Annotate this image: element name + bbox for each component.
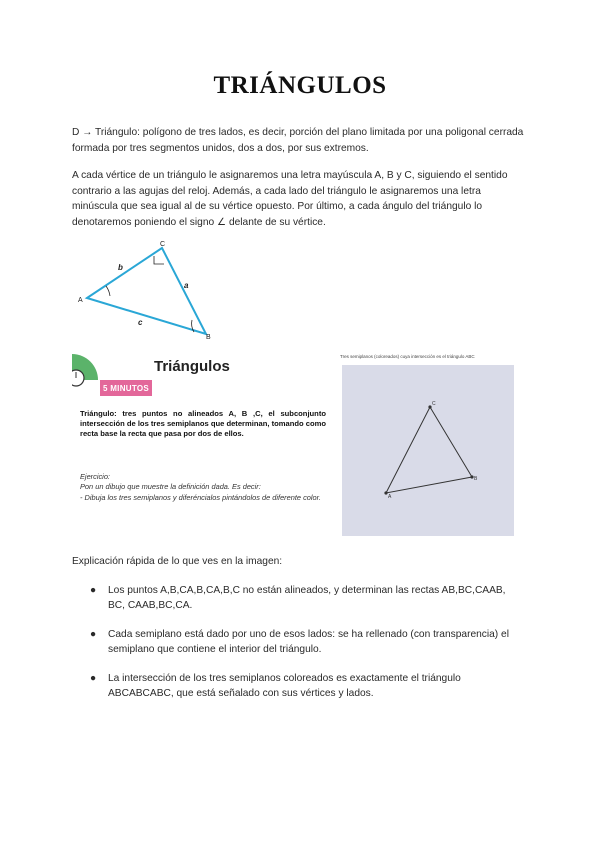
exercise-label: Ejercicio: (80, 472, 110, 481)
plane-vertex-c: C (432, 401, 436, 407)
plane-triangle (342, 365, 514, 536)
vertex-a: A (78, 297, 83, 304)
vertex-b: B (206, 334, 211, 340)
lesson-card (72, 352, 330, 534)
side-a: a (184, 281, 189, 290)
exercise-line-1: Pon un dibujo que muestre la definición dada. Es decir: (80, 482, 261, 492)
card-exercise (80, 472, 326, 503)
definition-paragraph: D → Triángulo: polígono de tres lados, es decir, porción del plano limitada por una poligonal cerrada formada por tres segmentos unidos, dos a dos, por sus extremos. (72, 127, 524, 154)
explanation-intro: Explicación rápida de lo que ves en la imagen: (72, 556, 283, 567)
plane-caption: Tres semiplanos (coloreados) cuya intersección es el triángulo ABC (340, 354, 475, 359)
triangle-diagram (72, 240, 222, 340)
time-badge: 5 MINUTOS (100, 380, 152, 396)
bullet-icon: ● (90, 629, 97, 640)
plane-vertex-a: A (388, 494, 392, 500)
list-item: ● La intersección de los tres semiplanos coloreados es exactamente el triángulo ABCABCABC, que está señalado con sus vértices y lados. (90, 673, 461, 699)
side-b: b (118, 263, 123, 272)
page-title: TRIÁNGULOS (213, 72, 387, 99)
timer-icon (72, 352, 102, 402)
angle-mark-a (106, 286, 110, 296)
list-item: ● Los puntos A,B,CA,B,CA,B,C no están alineados, y determinan las rectas AB,BC,CAAB, BC, CAAB,BC,CA. (90, 585, 506, 611)
list-item: ● Cada semiplano está dado por uno de esos lados: se ha rellenado (con transparencia) el semiplano que contiene el interior del triángulo. (90, 629, 509, 655)
exercise-line-2: - Dibuja los tres semiplanos y diferéncialos pintándolos de diferente color. (80, 492, 321, 502)
triangle-shape (87, 248, 206, 334)
plane-vertex-b: B (474, 476, 478, 482)
angle-mark-c (154, 256, 164, 264)
explanation-list (90, 583, 510, 715)
card-definition: Triángulo: tres puntos no alineados A, B ,C, el subconjunto intersección de los tres semiplanos que determinan, tomando como recta base la recta que pasa por dos de ellos. (80, 409, 327, 439)
bullet-icon: ● (90, 673, 97, 684)
card-title: Triángulos (154, 358, 230, 375)
side-c: c (138, 318, 143, 327)
notation-paragraph: A cada vértice de un triángulo le asignaremos una letra mayúscula A, B y C, siguiendo el sentido contrario a las agujas del reloj. Además, a cada lado del triángulo le asignaremos una letra minúscula que sea igual al de su vértice opuesto. Por último, a cada ángulo del triángulo lo denotaremos poniendo el signo ∠ delante de su vértice. (72, 170, 508, 228)
semiplane-figure (340, 352, 516, 536)
vertex-c: C (160, 241, 166, 248)
bullet-icon: ● (90, 585, 97, 596)
